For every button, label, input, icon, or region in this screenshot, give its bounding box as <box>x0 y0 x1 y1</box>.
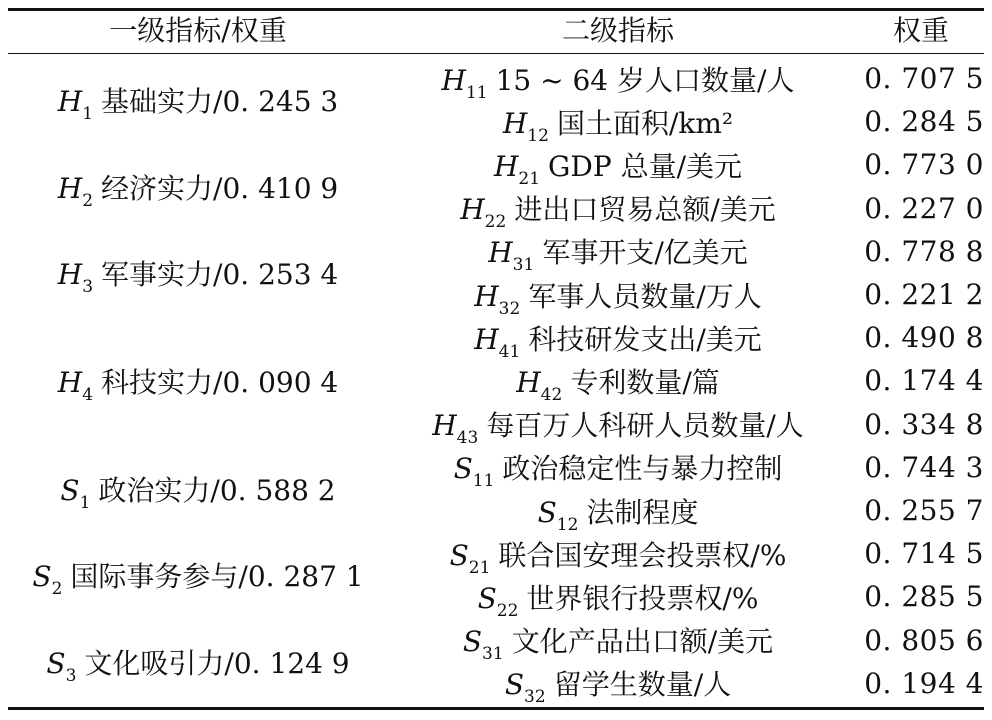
primary-indicator-text <box>57 253 339 297</box>
weight-cell <box>858 316 984 359</box>
secondary-indicator-label: 留学生数量/人 <box>553 668 732 702</box>
secondary-indicator-cell <box>408 575 828 621</box>
weight-cell <box>858 230 984 273</box>
secondary-indicator-text <box>474 318 762 362</box>
secondary-indicator-subscript: 32 <box>498 298 521 319</box>
weight-value: 0. 334 8 <box>864 407 984 441</box>
weight-cell <box>858 575 984 618</box>
secondary-indicator-cell <box>408 403 828 449</box>
secondary-indicator-symbol: S <box>537 495 557 529</box>
secondary-indicator-subscript: 21 <box>518 168 541 189</box>
secondary-indicator-symbol: S <box>462 625 483 659</box>
secondary-indicator-text <box>477 577 759 621</box>
secondary-indicator-cell <box>408 446 828 492</box>
primary-indicator-cell <box>8 57 388 143</box>
weight-value: 0. 255 7 <box>864 494 984 528</box>
weight-value: 0. 284 5 <box>864 105 984 139</box>
secondary-indicator-cell <box>408 489 828 535</box>
primary-indicator-symbol: H <box>57 257 83 291</box>
primary-indicator-cell <box>8 316 388 446</box>
weight-value: 0. 744 3 <box>864 450 984 484</box>
weight-cell <box>858 619 984 662</box>
weight-value: 0. 805 6 <box>864 623 984 657</box>
primary-indicator-text <box>57 361 339 405</box>
secondary-indicator-label: 世界银行投票权/% <box>526 581 759 615</box>
secondary-indicator-subscript: 12 <box>556 514 579 535</box>
primary-indicator-cell <box>8 446 388 532</box>
primary-indicator-column <box>8 57 388 705</box>
secondary-indicator-text <box>474 275 762 319</box>
table-body <box>8 57 984 708</box>
secondary-indicator-cell <box>408 316 828 362</box>
secondary-indicator-subscript: 11 <box>472 471 495 492</box>
secondary-indicator-subscript: 42 <box>540 384 563 405</box>
primary-indicator-subscript: 3 <box>82 276 94 297</box>
primary-indicator-subscript: 1 <box>79 492 91 513</box>
primary-indicator-cell <box>8 619 388 705</box>
header-secondary-indicator: 二级指标 <box>561 14 674 47</box>
secondary-indicator-label: 军事开支/亿美元 <box>542 236 748 270</box>
primary-indicator-text <box>32 555 364 600</box>
primary-indicator-label: 军事实力/0. 253 4 <box>101 257 339 291</box>
secondary-indicator-symbol: H <box>441 63 466 97</box>
weight-cell <box>858 100 984 143</box>
secondary-indicator-symbol: H <box>474 279 499 313</box>
primary-indicator-cell <box>8 143 388 229</box>
secondary-indicator-cell <box>408 359 828 405</box>
secondary-indicator-label: 15 ~ 64 岁人口数量/人 <box>495 63 795 97</box>
weight-value: 0. 227 0 <box>864 191 984 225</box>
secondary-indicator-symbol: S <box>504 668 525 702</box>
secondary-indicator-text <box>462 620 774 665</box>
primary-indicator-subscript: 2 <box>82 190 94 211</box>
secondary-indicator-text <box>488 231 748 276</box>
weight-cell <box>858 273 984 316</box>
primary-indicator-text <box>46 642 350 686</box>
secondary-indicator-subscript: 21 <box>468 557 491 578</box>
secondary-indicator-subscript: 12 <box>527 125 549 146</box>
weight-value: 0. 194 4 <box>864 666 984 700</box>
secondary-indicator-text <box>493 145 743 189</box>
secondary-indicator-label: 联合国安理会投票权/% <box>498 538 787 572</box>
primary-indicator-label: 国际事务参与/0. 287 1 <box>70 560 364 594</box>
secondary-indicator-cell <box>408 187 828 233</box>
weight-cell <box>858 403 984 446</box>
primary-indicator-symbol: S <box>32 560 52 594</box>
primary-indicator-symbol: H <box>57 85 83 119</box>
secondary-indicator-symbol: S <box>449 538 469 572</box>
secondary-indicator-subscript: 32 <box>524 687 546 708</box>
weight-cell <box>858 662 984 705</box>
secondary-indicator-text <box>502 102 734 146</box>
primary-indicator-subscript: 3 <box>65 665 77 686</box>
secondary-indicator-cell <box>408 230 828 276</box>
header-primary-indicator: 一级指标/权重 <box>109 14 287 47</box>
primary-indicator-subscript: 4 <box>82 384 94 405</box>
primary-indicator-subscript: 1 <box>82 104 94 125</box>
primary-indicator-symbol: H <box>57 365 83 399</box>
weight-cell <box>858 446 984 489</box>
primary-indicator-symbol: H <box>57 171 83 205</box>
secondary-indicator-subscript: 31 <box>512 255 535 276</box>
weight-value: 0. 778 8 <box>864 234 984 268</box>
secondary-indicator-cell <box>408 532 828 578</box>
secondary-indicator-cell <box>408 143 828 189</box>
weight-value: 0. 707 5 <box>864 62 984 96</box>
secondary-indicator-symbol: S <box>453 452 473 486</box>
secondary-indicator-text <box>460 188 776 233</box>
secondary-indicator-symbol: H <box>474 322 499 356</box>
secondary-indicator-symbol: S <box>477 581 497 615</box>
secondary-indicator-subscript: 22 <box>496 600 519 621</box>
secondary-indicator-text <box>432 404 804 449</box>
secondary-indicator-label: 科技研发支出/美元 <box>528 322 762 356</box>
secondary-indicator-symbol: H <box>493 149 519 183</box>
weight-value: 0. 221 2 <box>864 278 984 312</box>
secondary-indicator-subscript: 43 <box>456 428 479 449</box>
secondary-indicator-text <box>453 447 783 492</box>
secondary-indicator-label: 军事人员数量/万人 <box>528 279 762 313</box>
secondary-indicator-label: GDP 总量/美元 <box>548 149 743 183</box>
secondary-indicator-text <box>449 534 787 578</box>
secondary-indicator-subscript: 11 <box>465 82 488 103</box>
weight-cell <box>858 532 984 575</box>
secondary-indicator-label: 国土面积/km² <box>556 106 734 140</box>
secondary-indicator-subscript: 22 <box>484 212 507 233</box>
primary-indicator-symbol: S <box>60 473 80 507</box>
primary-indicator-label: 基础实力/0. 245 3 <box>101 85 339 119</box>
weight-value: 0. 714 5 <box>864 537 984 571</box>
primary-indicator-text <box>60 469 336 513</box>
secondary-indicator-symbol: H <box>502 106 528 140</box>
secondary-indicator-label: 专利数量/篇 <box>570 365 720 399</box>
primary-indicator-subscript: 2 <box>51 579 63 600</box>
secondary-indicator-text <box>441 59 795 103</box>
secondary-indicator-label: 文化产品出口额/美元 <box>511 625 774 659</box>
indicator-weight-table <box>8 8 984 711</box>
secondary-indicator-symbol: H <box>432 409 457 443</box>
weight-value: 0. 285 5 <box>864 580 984 614</box>
secondary-indicator-text <box>504 663 732 708</box>
secondary-indicator-label: 每百万人科研人员数量/人 <box>486 409 804 443</box>
primary-indicator-cell <box>8 532 388 618</box>
secondary-indicator-text <box>516 361 720 405</box>
header-weight: 权重 <box>892 14 949 47</box>
weight-value: 0. 174 4 <box>864 364 984 398</box>
weight-value: 0. 773 0 <box>864 148 984 182</box>
table-bottom-rule <box>8 707 984 710</box>
table-header-rule <box>8 53 984 54</box>
primary-indicator-label: 科技实力/0. 090 4 <box>101 365 339 399</box>
secondary-indicator-cell <box>408 100 828 146</box>
secondary-indicator-subscript: 31 <box>482 644 504 665</box>
primary-indicator-text <box>57 80 339 125</box>
weight-value: 0. 490 8 <box>864 321 984 355</box>
secondary-indicator-subscript: 41 <box>498 341 521 362</box>
weight-cell <box>858 359 984 402</box>
secondary-indicator-cell <box>408 57 828 103</box>
secondary-indicator-text <box>537 491 699 535</box>
primary-indicator-cell <box>8 230 388 316</box>
primary-indicator-label: 政治实力/0. 588 2 <box>98 473 336 507</box>
secondary-indicator-cell <box>408 273 828 319</box>
secondary-indicator-symbol: H <box>516 365 541 399</box>
weight-cell <box>858 489 984 532</box>
primary-indicator-label: 文化吸引力/0. 124 9 <box>84 646 350 680</box>
secondary-indicator-symbol: H <box>488 236 513 270</box>
weight-cell <box>858 143 984 186</box>
secondary-indicator-label: 法制程度 <box>586 495 699 529</box>
primary-indicator-label: 经济实力/0. 410 9 <box>101 171 339 205</box>
secondary-indicator-label: 进出口贸易总额/美元 <box>514 193 776 227</box>
secondary-indicator-label: 政治稳定性与暴力控制 <box>502 452 783 486</box>
secondary-indicator-cell <box>408 619 828 665</box>
secondary-indicator-symbol: H <box>460 193 485 227</box>
primary-indicator-text <box>57 167 339 211</box>
weight-cell <box>858 187 984 230</box>
secondary-indicator-cell <box>408 662 828 708</box>
primary-indicator-symbol: S <box>46 646 66 680</box>
weight-cell <box>858 57 984 100</box>
